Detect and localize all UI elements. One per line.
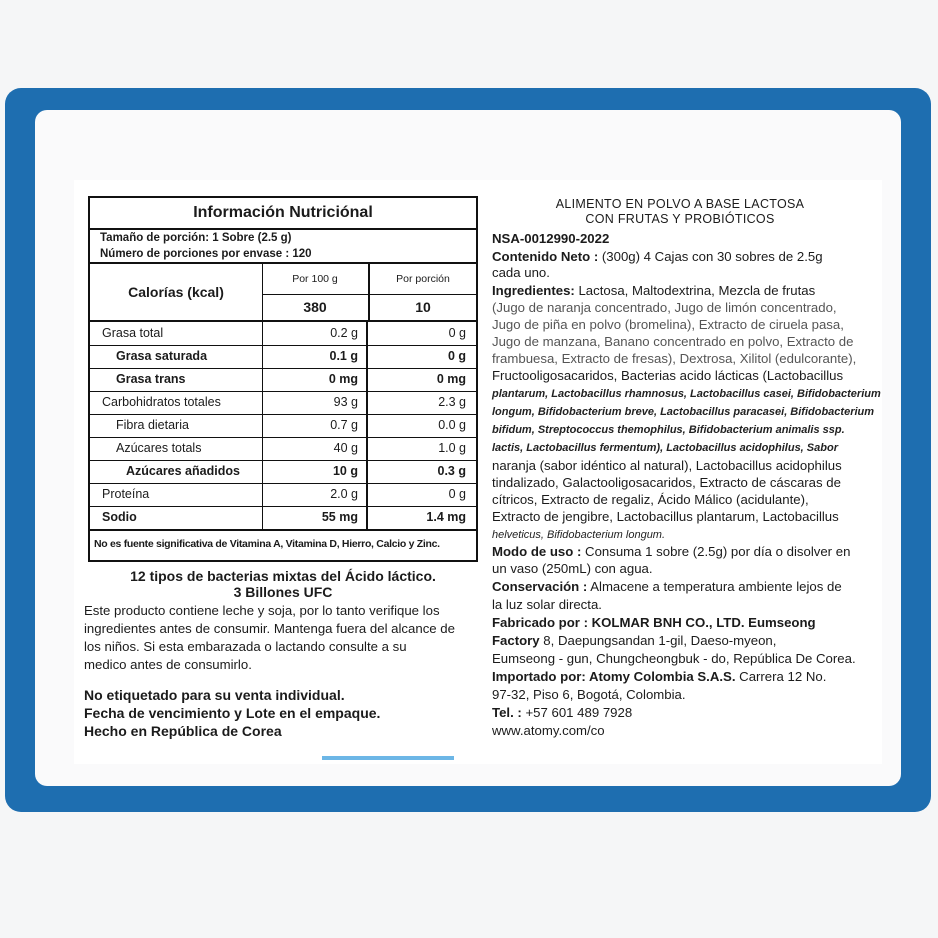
manufacturer-label-cont: Factory	[492, 633, 540, 648]
manufacturer-label: Fabricado por : KOLMAR BNH CO., LTD. Eumseong	[492, 615, 816, 630]
nutrient-name: Grasa trans	[116, 372, 186, 386]
phone-number: +57 601 489 7928	[521, 705, 633, 720]
notice-line: No etiquetado para su venta individual.	[84, 687, 345, 703]
ingredients-line: Jugo de manzana, Banano concentrado en polvo, Extracto de	[492, 334, 854, 349]
storage	[492, 578, 842, 596]
ingredients	[492, 282, 815, 300]
nutrient-name: Sodio	[102, 510, 137, 524]
warning-line: Este producto contiene leche y soja, por lo tanto verifique los	[84, 603, 440, 618]
storage-label: Conservación :	[492, 579, 588, 594]
serving-size: Tamaño de porción: 1 Sobre (2.5 g)	[100, 232, 292, 244]
nutrient-row	[90, 391, 476, 415]
nutrition-footnote: No es fuente significativa de Vitamina A, Vitamina D, Hierro, Calcio y Zinc.	[94, 538, 440, 550]
net-content-cont: cada uno.	[492, 265, 550, 280]
nutrient-row	[90, 460, 476, 484]
nutrient-portion: 0 g	[447, 349, 466, 363]
nutrient-row	[90, 368, 476, 392]
nutrient-portion: 1.4 mg	[426, 510, 466, 524]
nutrient-row	[90, 437, 476, 461]
product-heading-line2: CON FRUTAS Y PROBIÓTICOS	[585, 212, 775, 226]
nutrient-name: Proteína	[102, 487, 150, 501]
nutrient-portion: 2.3 g	[438, 395, 466, 409]
ingredients-line: Extracto de jengibre, Lactobacillus plantarum, Lactobacillus	[492, 509, 839, 524]
warning-line: medico antes de consumirlo.	[84, 657, 252, 672]
usage-label: Modo de uso :	[492, 544, 582, 559]
manufacturer-address-line: 8, Daepungsandan 1-gil, Daeso-myeon,	[539, 633, 777, 648]
nutrient-name: Azúcares totals	[116, 441, 202, 455]
label-notices	[84, 686, 380, 740]
ingredients-line: plantarum, Lactobacillus rhamnosus, Lactobacillus casei, Bifidobacterium	[492, 388, 881, 400]
serving-info	[90, 228, 476, 264]
warning-line: los niños. Si esta embarazada o lactando consulte a su	[84, 639, 407, 654]
usage-mode	[492, 543, 850, 561]
manufacturer-address	[492, 632, 776, 650]
manufacturer-address-line: Eumseong - gun, Chungcheongbuk - do, República De Corea.	[492, 651, 856, 666]
phone	[492, 704, 632, 722]
warning-line: ingredientes antes de consumir. Mantenga fuera del alcance de	[84, 621, 455, 636]
nutrient-row	[90, 414, 476, 438]
column-header-portion: Por porción	[370, 264, 476, 295]
ingredients-label: Ingredientes:	[492, 283, 575, 298]
nsa-code: NSA-0012990-2022	[492, 231, 610, 246]
ingredients-line: bifidum, Streptococcus themophilus, Bifidobacterium animalis ssp.	[492, 424, 845, 436]
product-heading-line1: ALIMENTO EN POLVO A BASE LACTOSA	[555, 197, 805, 211]
nutrient-per100: 0.7 g	[262, 414, 368, 437]
nutrient-portion: 1.0 g	[438, 441, 466, 455]
ingredients-line: lactis, Lactobacillus fermentum), Lactobacillus acidophilus, Sabor	[492, 442, 838, 454]
nutrient-portion: 0 g	[448, 487, 466, 501]
importer	[492, 668, 826, 686]
nutrient-portion: 0 g	[448, 326, 466, 340]
nutrient-row	[90, 483, 476, 507]
nutrient-name: Grasa total	[102, 326, 164, 340]
ingredients-line: cítricos, Extracto de regaliz, Ácido Málico (acidulante),	[492, 492, 809, 507]
usage-text: Consuma 1 sobre (2.5g) por día o disolver en	[581, 544, 851, 559]
ingredients-line: Jugo de piña en polvo (bromelina), Extracto de ciruela pasa,	[492, 317, 844, 332]
ingredients-line: frambuesa, Extracto de fresas), Dextrosa, Xilitol (edulcorante),	[492, 351, 857, 366]
storage-text-cont: la luz solar directa.	[492, 597, 602, 612]
nutrient-per100: 2.0 g	[262, 483, 368, 506]
nutrient-per100: 40 g	[262, 437, 368, 460]
nutrient-per100: 93 g	[262, 391, 368, 414]
ingredients-line: naranja (sabor idéntico al natural), Lactobacillus acidophilus	[492, 458, 842, 473]
nutrient-portion: 0.3 g	[437, 464, 466, 478]
calories-per100: 380	[262, 295, 370, 322]
nutrient-row	[90, 506, 476, 531]
nutrition-facts-table	[88, 196, 478, 562]
servings-per-container: Número de porciones por envase : 120	[100, 248, 312, 260]
bacteria-heading: 12 tipos de bacterias mixtas del Ácido láctico.	[130, 568, 436, 584]
ingredients-line: (Jugo de naranja concentrado, Jugo de limón concentrado,	[492, 300, 837, 315]
nutrient-portion: 0 mg	[436, 372, 466, 386]
nutrition-title: Información Nutriciónal	[90, 198, 476, 230]
nutrient-per100: 10 g	[262, 460, 368, 483]
notice-line: Hecho en República de Corea	[84, 723, 282, 739]
importer-address-line: 97-32, Piso 6, Bogotá, Colombia.	[492, 687, 686, 702]
website: www.atomy.com/co	[492, 723, 605, 738]
phone-label: Tel. :	[492, 705, 522, 720]
notice-line: Fecha de vencimiento y Lote en el empaque.	[84, 705, 381, 721]
net-content-label: Contenido Neto :	[492, 249, 599, 264]
ingredients-line: longum, Bifidobacterium breve, Lactobacillus paracasei, Bifidobacterium	[492, 406, 875, 418]
importer-address: Carrera 12 No.	[735, 669, 827, 684]
storage-text: Almacene a temperatura ambiente lejos de	[587, 579, 842, 594]
ingredients-line: Lactosa, Maltodextrina, Mezcla de frutas	[574, 283, 816, 298]
importer-label: Importado por: Atomy Colombia S.A.S.	[492, 669, 736, 684]
nutrient-name: Grasa saturada	[116, 349, 208, 363]
nutrient-row	[90, 345, 476, 369]
net-content-value: (300g) 4 Cajas con 30 sobres de 2.5g	[598, 249, 823, 264]
nutrient-row	[90, 322, 476, 346]
product-heading	[520, 197, 840, 227]
nutrient-portion: 0.0 g	[438, 418, 466, 432]
nutrient-per100: 0.1 g	[262, 345, 368, 368]
blue-stripe	[322, 756, 454, 760]
column-header-per100: Por 100 g	[262, 264, 370, 295]
calories-label: Calorías (kcal)	[90, 264, 263, 322]
nutrient-per100: 0.2 g	[262, 322, 368, 345]
warning-paragraph	[84, 602, 482, 674]
nutrient-per100: 0 mg	[262, 368, 368, 391]
nutrient-name: Fibra dietaria	[116, 418, 189, 432]
bacteria-count: 3 Billones UFC	[233, 584, 333, 600]
ingredients-line: helveticus, Bifidobacterium longum.	[492, 529, 666, 541]
nutrient-name: Azúcares añadidos	[126, 464, 240, 478]
nutrient-name: Carbohidratos totales	[102, 395, 221, 409]
calories-portion: 10	[370, 295, 476, 322]
usage-text-cont: un vaso (250mL) con agua.	[492, 561, 653, 576]
ingredients-line: Fructooligosacaridos, Bacterias acido lácticas (Lactobacillus	[492, 368, 844, 383]
nutrient-per100: 55 mg	[262, 506, 368, 529]
ingredients-line: tindalizado, Galactooligosacaridos, Extracto de cáscaras de	[492, 475, 841, 490]
